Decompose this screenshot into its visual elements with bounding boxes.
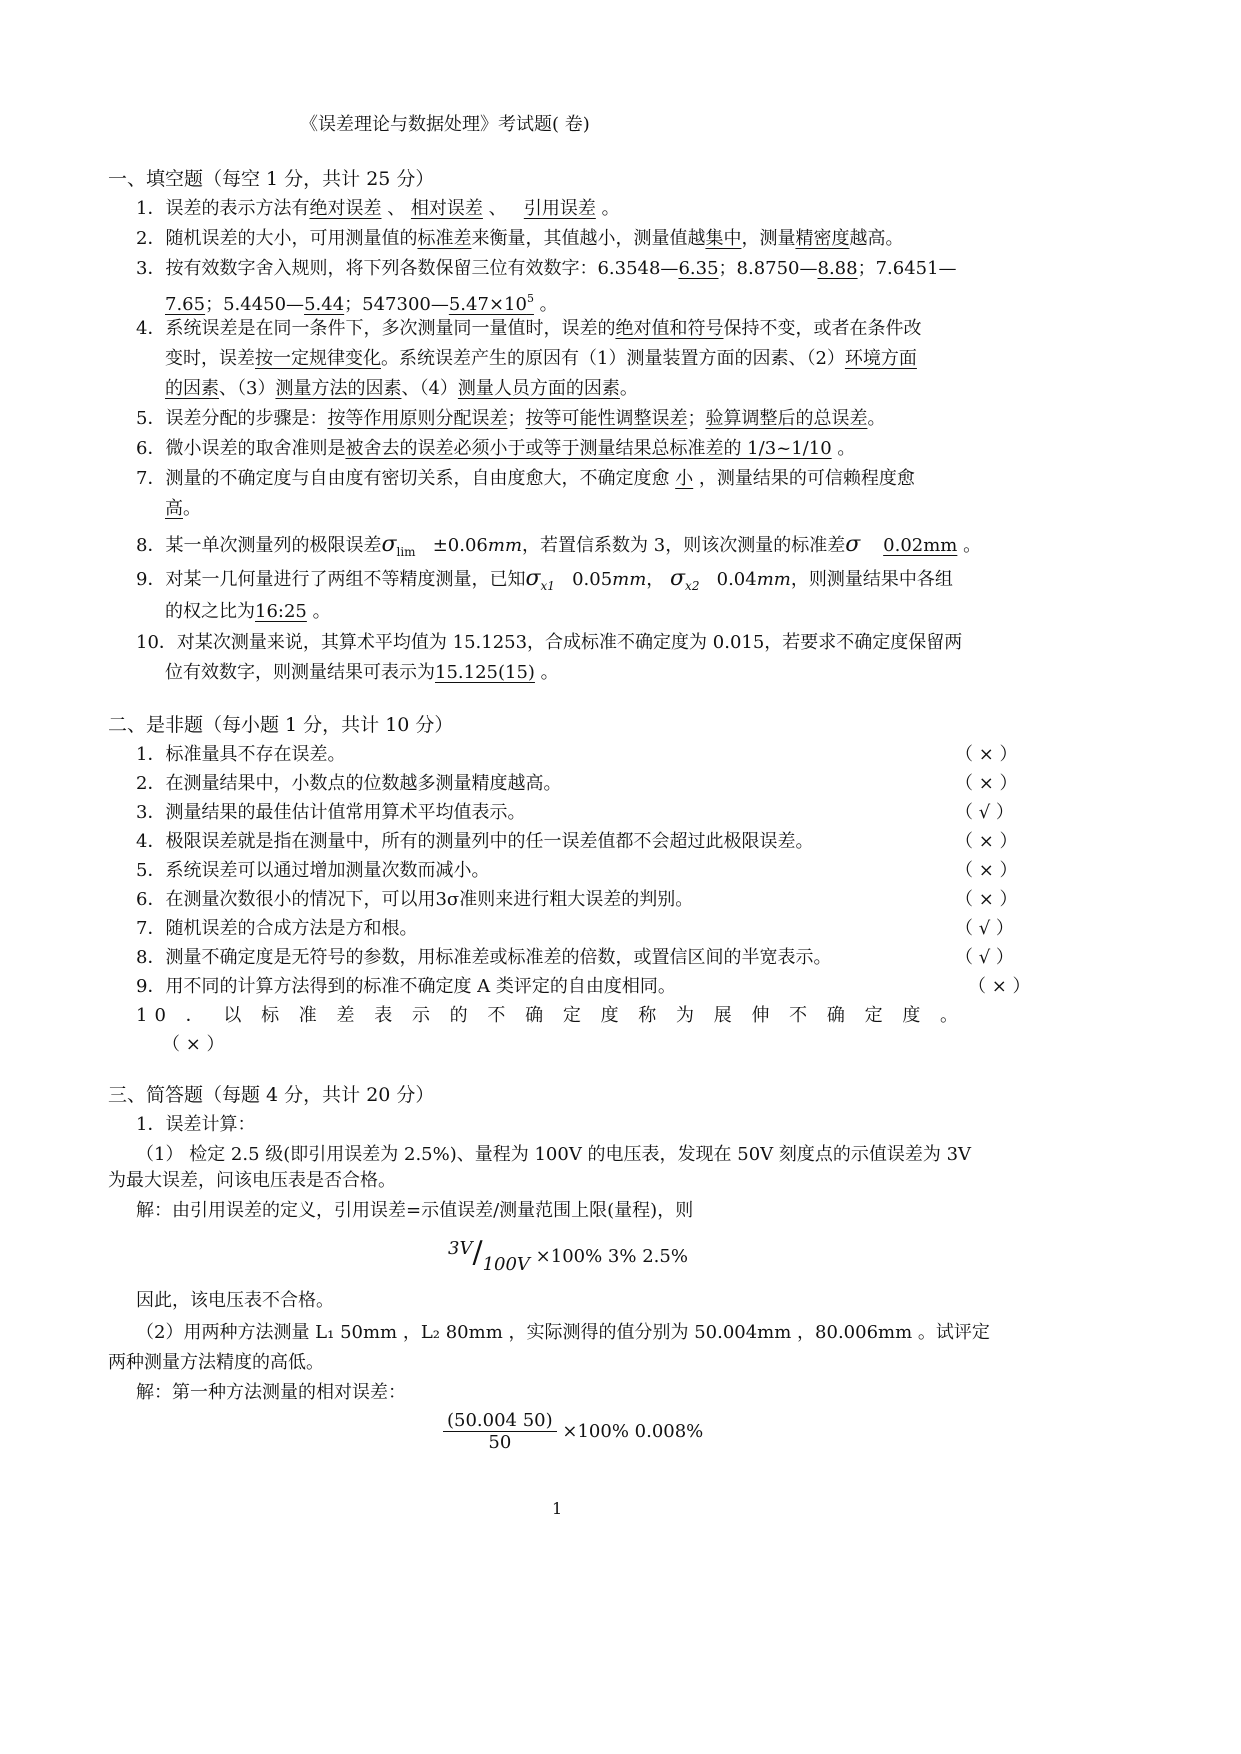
problem-1-text: （1） 检定 2.5 级(即引用误差为 2.5%)、量程为 100V 的电压表，发现在 50V 刻度点的示值误差为 3V [136,1144,972,1165]
equation-1 [448,1235,688,1275]
sigma-symbol: σ [670,566,686,591]
tf-mark: （ × ） [162,1034,225,1055]
q1-7-answer-2: 高 [165,498,183,519]
q1-2-answer-2: 集中 [705,228,742,249]
q1-8-value: ±0.06 [432,535,488,556]
q1-1-answer-1: 绝对误差 [309,198,382,219]
q1-4-answer-2: 按一定规律变化 [255,348,381,369]
q1-6-end: 。 [837,438,856,459]
q1-3-text: 3．按有效数字舍入规则，将下列各数保留三位有效数字：6.3548— [136,258,679,279]
q1-3-text: ；8.8750— [718,258,818,279]
q1-4-answer-3b: 的因素 [165,378,219,399]
tf-mark: （ × ） [955,889,1018,910]
q1-4-answer-4: 测量方法的因素 [275,378,402,399]
q1-7-text: ，测量结果的可信赖程度愈 [698,468,915,489]
tf-item: 7．随机误差的合成方法是方和根。 [136,918,418,939]
q1-8-unit: mm [487,535,523,556]
q1-5-answer-2: 按等可能性调整误差 [525,408,688,429]
q1-9-unit: mm [612,569,647,590]
q1-2-text: 2．随机误差的大小，可用测量值的 [136,228,418,249]
section-1-heading: 一、填空题（每空 1 分，共计 25 分） [108,168,435,190]
q1-4-answer-5: 测量人员方面的因素 [457,378,620,399]
section-3-heading: 三、简答题（每题 4 分，共计 20 分） [108,1084,435,1106]
q1-4-text: 。系统误差产生的原因有（1）测量装置方面的因素、（2） [381,348,845,369]
problem-1-text: 为最大误差，问该电压表是否合格。 [108,1170,396,1191]
q1-3-answer-2: 8.88 [817,258,858,279]
sigma-symbol: σ [525,566,541,591]
equation-2-denominator: 50 [488,1432,512,1453]
q1-7-end: 。 [183,498,201,519]
q1-10-text: 位有效数字，则测量结果可表示为 [165,662,435,683]
tf-item: 1．标准量具不存在误差。 [136,744,346,765]
q1-4-answer-1: 绝对值和符号 [615,318,724,339]
q1-9-value-1: 0.05 [572,569,613,590]
tf-mark: （ √ ） [955,802,1014,823]
q1-10-answer-1: 15.125(15) [435,662,535,683]
tf-item: 3．测量结果的最佳估计值常用算术平均值表示。 [136,802,526,823]
q1-4-line-3 [165,376,638,402]
q1-5 [136,406,885,432]
tf-item: 10 ． 以 标 准 差 表 示 的 不 确 定 度 称 为 展 伸 不 确 定 度 。 [136,1005,966,1026]
q1-6-text: 6．微小误差的取舍准则是 [136,438,346,459]
q1-3-answer-5 [449,294,534,315]
tf-mark: （ × ） [955,773,1018,794]
tf-mark: （ √ ） [955,918,1014,939]
q1-7 [136,466,915,492]
q1-1-end: 。 [601,198,620,219]
q1-3-text: ；7.6451— [857,258,957,279]
q1-8-end: 。 [963,535,982,556]
q1-5-end: 。 [867,408,886,429]
q1-9-end: 。 [312,601,331,622]
q1-8-answer-1: 0.02mm [883,535,958,556]
page-number: 1 [552,1499,563,1518]
q1-2-answer-1: 标准差 [417,228,472,249]
tf-item: 6．在测量次数很小的情况下，可以用3σ准则来进行粗大误差的判别。 [136,889,694,910]
q1-9-unit: mm [756,569,791,590]
tf-mark: （ × ） [955,831,1018,852]
q1-7-text: 7．测量的不确定度与自由度有密切关系，自由度愈大，不确定度愈 [136,468,670,489]
q1-4-end: 。 [619,378,638,399]
question-title: 1．误差计算： [136,1114,256,1135]
q1-2-text: 来衡量，其值越小，测量值越 [471,228,706,249]
q1-4 [136,316,921,342]
q1-9-text: 的权之比为 [165,601,255,622]
sigma-subscript: x2 [685,579,700,593]
tf-item: 8．测量不确定度是无符号的参数，用标准差或标准差的倍数，或置信区间的半宽表示。 [136,947,832,968]
problem-2-text: 两种测量方法精度的高低。 [108,1352,324,1373]
q1-9-text: ，则测量结果中各组 [790,569,953,590]
equation-1-numerator: 3V [448,1238,473,1259]
q1-4-answer-3a: 环境方面 [844,348,917,369]
q1-3-text: ；547300— [344,294,449,315]
q1-7-answer-1: 小 [675,468,694,489]
equation-2-rest: ×100% 0.008% [562,1421,704,1442]
q1-4-text: 保持不变，或者在条件改 [723,318,922,339]
q1-9 [136,566,953,599]
q1-7-line-2 [165,496,201,522]
equation-1-rest: ×100% 3% 2.5% [535,1246,688,1267]
solution-2-text: 解：第一种方法测量的相对误差： [136,1382,406,1403]
fraction-slash: / [472,1235,483,1270]
problem-2-text: （2）用两种方法测量 L₁ 50mm ，L₂ 80mm ，实际测得的值分别为 50.004mm ，80.006mm 。试评定 [136,1322,990,1343]
q1-9-line-2 [165,599,331,625]
q1-3-answer-3: 7.65 [165,294,206,315]
q1-1 [136,196,620,222]
conclusion-1-text: 因此，该电压表不合格。 [136,1290,334,1311]
q1-3-line-2 [165,286,558,318]
q1-4-text: 4．系统误差是在同一条件下，多次测量同一量值时，误差的 [136,318,616,339]
q1-9-sep: ， [646,569,665,590]
equation-2 [443,1410,703,1453]
q1-3-answer-5-exponent: 5 [526,292,534,305]
tf-item: 4．极限误差就是指在测量中，所有的测量列中的任一误差值都不会超过此极限误差。 [136,831,814,852]
q1-10-end: 。 [540,662,559,683]
q1-1-sep: 、 [488,198,507,219]
section-2-heading: 二、是非题（每小题 1 分，共计 10 分） [108,714,454,736]
equation-1-denominator: 100V [482,1254,530,1275]
q1-9-answer-1: 16:25 [255,601,307,622]
q1-10-line-2 [165,660,559,686]
sigma-subscript: x1 [540,579,555,593]
q1-5-text: 5．误差分配的步骤是： [136,408,328,429]
q1-3 [136,256,957,282]
solution-1-text: 解：由引用误差的定义，引用误差=示值误差/测量范围上限(量程)，则 [136,1200,694,1221]
document-title: 《误差理论与数据处理》考试题( 卷) [300,114,590,135]
q1-2-end: 越高。 [849,228,904,249]
q1-1-sep: 、 [387,198,406,219]
q1-2-text: ，测量 [741,228,796,249]
q1-4-text: 、（3） [219,378,276,399]
q1-2-answer-3: 精密度 [795,228,850,249]
q1-8-text: ，若置信系数为 3，则该次测量的标准差 [522,535,846,556]
equation-2-numerator: (50.004 50) [443,1410,557,1432]
q1-2 [136,226,903,252]
sigma-subscript: lim [396,545,416,559]
tf-item: 5．系统误差可以通过增加测量次数而减小。 [136,860,490,881]
sigma-symbol: σ [845,532,861,557]
q1-3-answer-4: 5.44 [304,294,345,315]
q1-3-answer-5-base: 5.47×10 [448,294,527,315]
q1-6-answer-1: 被舍去的误差必须小于或等于测量结果总标准差的 1/3~1/10 [345,438,832,459]
q1-5-text: ； [687,408,706,429]
q1-8-text: 8．某一单次测量列的极限误差 [136,535,382,556]
q1-5-answer-3: 验算调整后的总误差 [705,408,868,429]
q1-5-answer-1: 按等作用原则分配误差 [327,408,508,429]
tf-item: 9．用不同的计算方法得到的标准不确定度 A 类评定的自由度相同。 [136,976,676,997]
q1-3-answer-1: 6.35 [678,258,719,279]
tf-mark: （ × ） [968,976,1031,997]
q1-9-text: 9．对某一几何量进行了两组不等精度测量，已知 [136,569,526,590]
q1-10 [136,630,962,656]
q1-1-text: 1．误差的表示方法有 [136,198,310,219]
q1-9-value-2: 0.04 [716,569,757,590]
q1-5-text: ； [507,408,526,429]
q1-4-text: 变时，误差 [165,348,255,369]
q1-4-text: 、（4） [401,378,458,399]
tf-mark: （ × ） [955,860,1018,881]
tf-mark: （ √ ） [955,947,1014,968]
q1-10-text: 10．对某次测量来说，其算术平均值为 15.1253，合成标准不确定度为 0.015，若要求不确定度保留两 [136,632,963,653]
sigma-symbol: σ [381,532,397,557]
q1-1-answer-3: 引用误差 [523,198,596,219]
tf-item: 2．在测量结果中，小数点的位数越多测量精度越高。 [136,773,562,794]
tf-mark: （ × ） [955,744,1018,765]
q1-3-text: ；5.4450— [205,294,305,315]
q1-1-answer-2: 相对误差 [410,198,483,219]
q1-3-end: 。 [539,294,558,315]
q1-8 [136,532,981,565]
q1-6 [136,436,855,462]
q1-4-line-2 [165,346,917,372]
equation-2-fraction [443,1410,557,1453]
